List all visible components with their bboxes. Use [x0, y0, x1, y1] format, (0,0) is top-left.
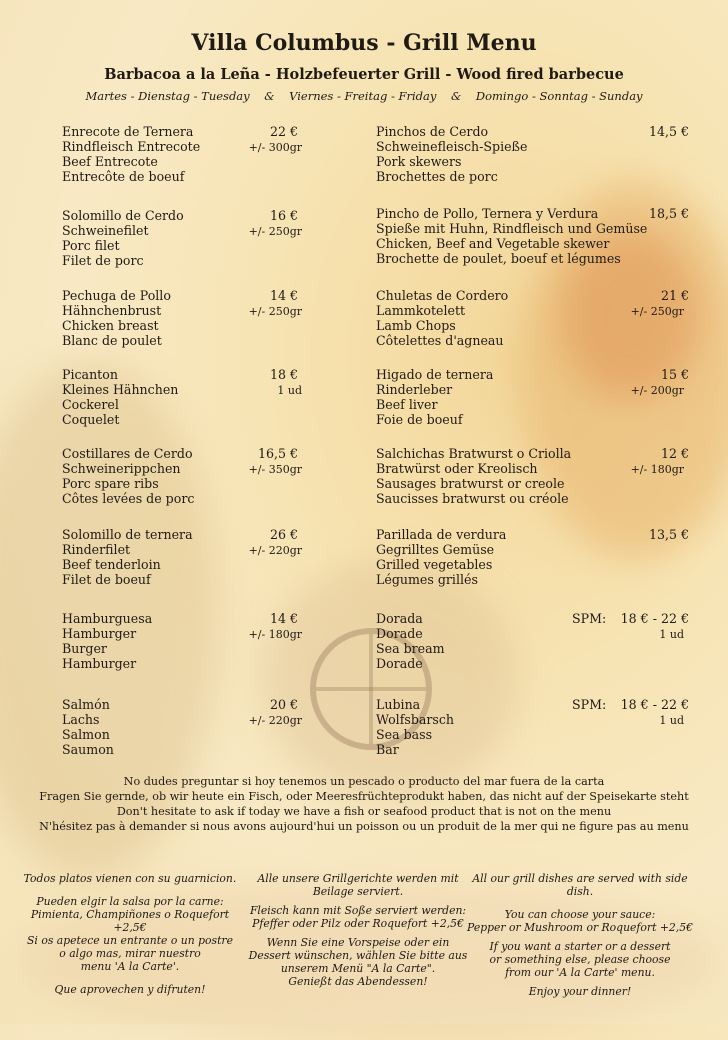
menu-title: Villa Columbus - Grill Menu: [191, 30, 537, 56]
dish-translation: Salmon: [62, 727, 110, 742]
notice-line: Don't hesitate to ask if today we have a fish or seafood product that is not on the menu: [116, 805, 612, 818]
footer-line: If you want a starter or a dessert: [489, 940, 671, 953]
dish-quantity: +/- 250gr: [248, 225, 302, 238]
dish-translation: Lamb Chops: [376, 318, 456, 333]
notice-line: No dudes preguntar si hoy tenemos un pescado o producto del mar fuera de la carta: [123, 775, 605, 788]
dish-translation: Burger: [62, 641, 107, 656]
dish-name: Pinchos de Cerdo: [376, 124, 489, 139]
right-menu-item: [376, 527, 506, 587]
dish-quantity: +/- 250gr: [630, 305, 684, 318]
footer-spacer: [20, 885, 240, 895]
dish-name: Salchichas Bratwurst o Criolla: [376, 446, 572, 461]
dish-translation: Bar: [376, 742, 399, 757]
dish-price: 18 € - 22 €: [620, 611, 689, 626]
dish-translation: Dorade: [376, 656, 423, 671]
dish-translation: Lachs: [62, 712, 100, 727]
left-menu-item: [62, 527, 193, 587]
dish-name: Higado de ternera: [376, 367, 494, 382]
dish-translation: Rinderleber: [376, 382, 453, 397]
right-menu-item: [376, 288, 508, 348]
left-menu-item: [62, 367, 178, 427]
footer-line: Si os apetece un entrante o un postre: [27, 934, 233, 947]
dish-translation: Schweinerippchen: [62, 461, 181, 476]
dish-translation: Entrecôte de boeuf: [62, 169, 185, 184]
dish-price: 13,5 €: [648, 527, 689, 542]
footer-line: Todos platos vienen con su guarnicion.: [23, 872, 237, 885]
dish-translation: Bratwürst oder Kreolisch: [376, 461, 538, 476]
right-menu-item: [376, 367, 493, 427]
footer-line: Wenn Sie eine Vorspeise oder ein: [266, 936, 450, 949]
dish-price: 14 €: [269, 288, 298, 303]
dish-translation: Chicken breast: [62, 318, 159, 333]
dish-translation: Beef tenderloin: [62, 557, 161, 572]
dish-translation: Wolfsbarsch: [376, 712, 455, 727]
dish-price: 21 €: [660, 288, 689, 303]
dish-translation: Coquelet: [62, 412, 120, 427]
dish-translation: Hamburger: [62, 656, 137, 671]
dish-translation: Rinderfilet: [62, 542, 131, 557]
dish-translation: Porc spare ribs: [62, 476, 159, 491]
dish-price: 18 €: [269, 367, 298, 382]
dish-translation: Foie de boeuf: [376, 412, 463, 427]
left-menu-item: [62, 288, 171, 348]
dish-quantity: +/- 200gr: [630, 384, 684, 397]
dish-quantity: +/- 220gr: [248, 714, 302, 727]
right-menu-item: [376, 611, 445, 671]
dish-translation: Hähnchenbrust: [62, 303, 162, 318]
dish-price: 26 €: [269, 527, 298, 542]
dish-name: Picanton: [62, 367, 118, 382]
right-menu-item: [376, 206, 647, 266]
dish-translation: Spieße mit Huhn, Rindfleisch und Gemüse: [376, 221, 648, 236]
dish-price: 18 € - 22 €: [620, 697, 689, 712]
dish-translation: Sausages bratwurst or creole: [376, 476, 565, 491]
dish-price: 12 €: [660, 446, 689, 461]
dish-quantity: 1 ud: [277, 384, 302, 397]
footer-line: o algo mas, mirar nuestro: [59, 947, 201, 960]
dish-name: Lubina: [376, 697, 421, 712]
footer-line: or something else, please choose: [489, 953, 671, 966]
footer-line: Dessert wünschen, wählen Sie bitte aus: [248, 949, 468, 962]
seasonal-price-label: SPM:: [572, 697, 607, 712]
footer-line: Genießt das Abendessen!: [288, 975, 428, 988]
footer-line: Beilage serviert.: [312, 885, 404, 898]
dish-quantity: +/- 180gr: [248, 628, 302, 641]
dish-price: 20 €: [269, 697, 298, 712]
footer-spacer: [20, 973, 240, 983]
dish-quantity: +/- 250gr: [248, 305, 302, 318]
left-menu-item: [62, 124, 200, 184]
left-menu-item: [62, 446, 194, 506]
dish-price: 14,5 €: [648, 124, 689, 139]
dish-translation: Lammkotelett: [376, 303, 466, 318]
dish-translation: Dorade: [376, 626, 423, 641]
dish-translation: Schweinefleisch-Spieße: [376, 139, 528, 154]
dish-translation: Beef liver: [376, 397, 438, 412]
right-menu-item: [376, 697, 454, 757]
seasonal-price-label: SPM:: [572, 611, 607, 626]
dish-translation: Brochette de poulet, boeuf et légumes: [376, 251, 621, 266]
footer-line: from our 'A la Carte' menu.: [505, 966, 655, 979]
dish-translation: Kleines Hähnchen: [62, 382, 179, 397]
dish-name: Chuletas de Cordero: [376, 288, 509, 303]
dish-quantity: +/- 220gr: [248, 544, 302, 557]
footer-line: Enjoy your dinner!: [528, 985, 632, 998]
footer-german: [248, 872, 468, 988]
footer-line: Que aprovechen y difruten!: [54, 983, 206, 996]
dish-name: Enrecote de Ternera: [62, 124, 194, 139]
dish-quantity: +/- 300gr: [248, 141, 302, 154]
footer-line: menu 'A la Carte'.: [80, 960, 180, 973]
menu-subtitle: Barbacoa a la Leña - Holzbefeuerter Grill - Wood fired barbecue: [104, 66, 624, 83]
dish-translation: Sea bream: [376, 641, 445, 656]
dish-name: Solomillo de Cerdo: [62, 208, 184, 223]
dish-name: Solomillo de ternera: [62, 527, 193, 542]
footer-line: Pepper or Mushroom or Roquefort +2,5€: [467, 921, 693, 934]
dish-price: 18,5 €: [648, 206, 689, 221]
footer-line: Fleisch kann mit Soße serviert werden:: [249, 904, 467, 917]
footer-line: Alle unsere Grillgerichte werden mit: [257, 872, 459, 885]
dish-translation: Saucisses bratwurst ou créole: [376, 491, 569, 506]
dish-translation: Hamburger: [62, 626, 137, 641]
service-days: Martes - Dienstag - Tuesday & Viernes - Freitag - Friday & Domingo - Sonntag - Sunday: [85, 89, 643, 103]
dish-translation: Côtelettes d'agneau: [376, 333, 504, 348]
dish-translation: Rindfleisch Entrecote: [62, 139, 201, 154]
dish-translation: Cockerel: [62, 397, 119, 412]
dish-translation: Schweinefilet: [62, 223, 149, 238]
footer-line: Pueden elgir la salsa por la carne:: [36, 895, 224, 908]
dish-quantity: 1 ud: [659, 714, 684, 727]
dish-translation: Gegrilltes Gemüse: [376, 542, 495, 557]
dish-translation: Beef Entrecote: [62, 154, 158, 169]
left-menu-item: [62, 208, 184, 268]
dish-translation: Filet de boeuf: [62, 572, 151, 587]
fish-notice: [0, 774, 728, 834]
right-menu-item: [376, 446, 571, 506]
dish-translation: Porc filet: [62, 238, 120, 253]
dish-price: 15 €: [660, 367, 689, 382]
dish-quantity: +/- 180gr: [630, 463, 684, 476]
dish-translation: Saumon: [62, 742, 114, 757]
dish-name: Pechuga de Pollo: [62, 288, 171, 303]
dish-name: Parillada de verdura: [376, 527, 507, 542]
dish-translation: Filet de porc: [62, 253, 144, 268]
footer-english: [462, 872, 698, 998]
footer-line: unserem Menü "A la Carte".: [280, 962, 436, 975]
footer-line: Pimienta, Champiñones o Roquefort +2,5€: [30, 908, 230, 934]
notice-line: Fragen Sie gernde, ob wir heute ein Fisch, oder Meeresfrüchteprodukt haben, das nicht auf der Speisekarte steht: [39, 790, 689, 803]
dish-quantity: +/- 350gr: [248, 463, 302, 476]
dish-translation: Blanc de poulet: [62, 333, 162, 348]
dish-translation: Côtes levées de porc: [62, 491, 195, 506]
dish-translation: Pork skewers: [376, 154, 462, 169]
dish-translation: Brochettes de porc: [376, 169, 498, 184]
footer-line: All our grill dishes are served with side dish.: [472, 872, 688, 898]
dish-price: 16,5 €: [257, 446, 298, 461]
dish-quantity: 1 ud: [659, 628, 684, 641]
dish-name: Pincho de Pollo, Ternera y Verdura: [376, 206, 599, 221]
dish-translation: Chicken, Beef and Vegetable skewer: [376, 236, 610, 251]
footer-line: Pfeffer oder Pilz oder Roquefort +2,5€: [252, 917, 464, 930]
footer-spanish: [20, 872, 240, 996]
right-menu-item: [376, 124, 527, 184]
dish-name: Costillares de Cerdo: [62, 446, 193, 461]
left-menu-item: [62, 611, 152, 671]
footer-line: You can choose your sauce:: [504, 908, 656, 921]
dish-translation: Grilled vegetables: [376, 557, 493, 572]
dish-price: 22 €: [269, 124, 298, 139]
dish-price: 16 €: [269, 208, 298, 223]
footer-spacer: [462, 898, 698, 908]
dish-name: Hamburguesa: [62, 611, 153, 626]
dish-price: 14 €: [269, 611, 298, 626]
dish-translation: Sea bass: [376, 727, 433, 742]
dish-translation: Légumes grillés: [376, 572, 478, 587]
notice-line: N'hésitez pas à demander si nous avons aujourd'hui un poisson ou un produit de la mer qui ne figure pas au menu: [39, 820, 689, 833]
dish-name: Dorada: [376, 611, 423, 626]
left-menu-item: [62, 697, 114, 757]
dish-name: Salmón: [62, 697, 110, 712]
